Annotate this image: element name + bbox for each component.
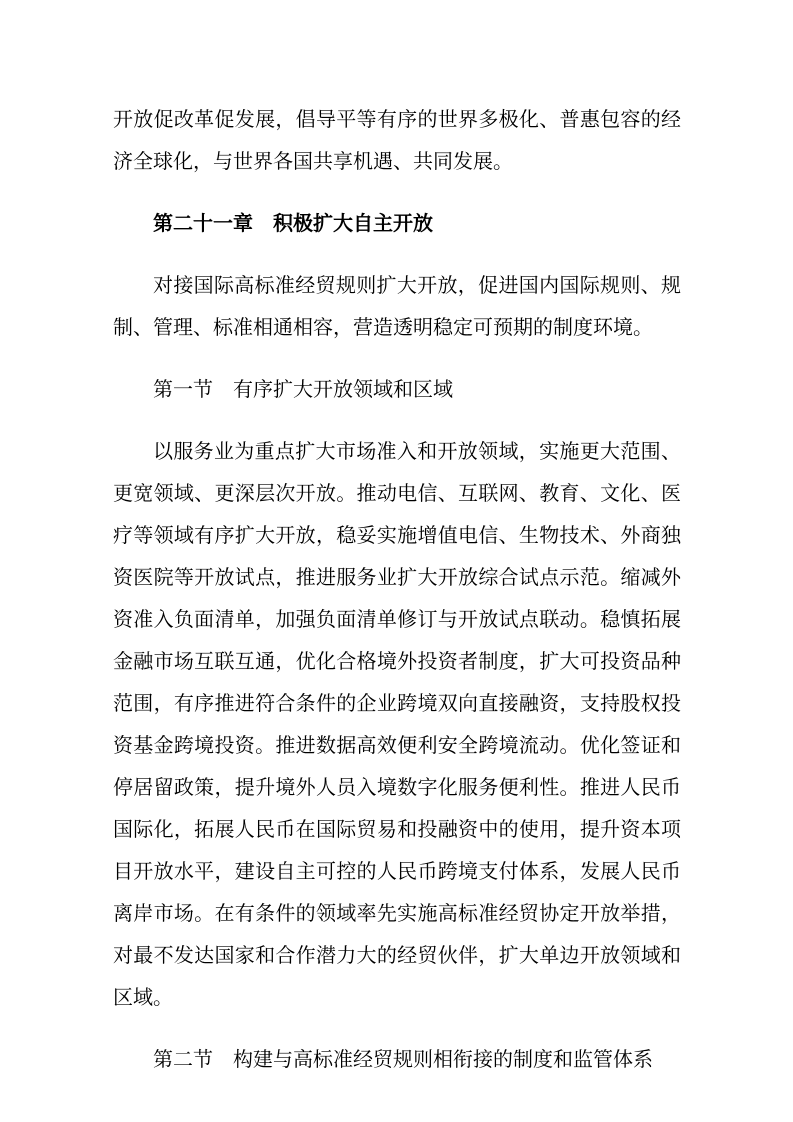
section-heading-2: 第二节 构建与高标准经贸规则相衔接的制度和监管体系	[153, 1049, 653, 1071]
chapter-heading: 第二十一章 积极扩大自主开放	[153, 213, 433, 235]
paragraph-chapter-intro: 对接国际高标准经贸规则扩大开放，促进国内国际规则、规制、管理、标准相通相容，营造透明稳定可预期的制度环境。	[113, 275, 681, 339]
paragraph-continuation: 开放促改革促发展，倡导平等有序的世界多极化、普惠包容的经济全球化，与世界各国共享机遇、共同发展。	[113, 109, 681, 173]
section-heading-1: 第一节 有序扩大开放领域和区域	[153, 379, 453, 401]
paragraph-section-1-body: 以服务业为重点扩大市场准入和开放领域，实施更大范围、更宽领域、更深层次开放。推动电信、互联网、教育、文化、医疗等领域有序扩大开放，稳妥实施增值电信、生物技术、外商独资医院等开放试点，推进服务业扩大开放综合试点示范。缩减外资准入负面清单，加强负面清单修订与开放试点联动。稳慎拓展金融市场互联互通，优化合格境外投资者制度，扩大可投资品种范围，有序推进符合条件的企业跨境双向直接融资，支持股权投资基金跨境投资。推进数据高效便利安全跨境流动。优化签证和停居留政策，提升境外人员入境数字化服务便利性。推进人民币国际化，拓展人民币在国际贸易和投融资中的使用，提升资本项目开放水平，建设自主可控的人民币跨境支付体系，发展人民币离岸市场。在有条件的领域率先实施高标准经贸协定开放举措，对最不发达国家和合作潜力大的经贸伙伴，扩大单边开放领域和区域。	[113, 441, 681, 1009]
